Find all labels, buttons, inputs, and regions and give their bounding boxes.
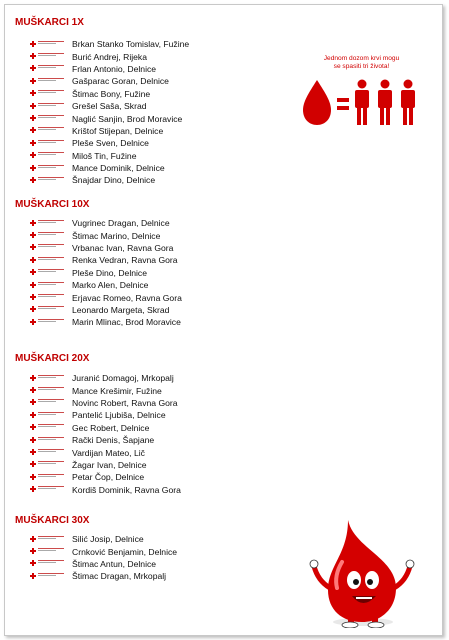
- donor-list: [30, 533, 177, 583]
- red-cross-logo-icon: [30, 473, 68, 482]
- section-title: MUŠKARCI 1X: [15, 17, 84, 28]
- list-item: [30, 372, 181, 384]
- list-item: [30, 217, 182, 229]
- list-item: [30, 242, 182, 254]
- red-cross-logo-icon: [30, 164, 68, 173]
- red-cross-logo-icon: [30, 423, 68, 432]
- list-item: [30, 112, 189, 124]
- donor-name: Petar Čop, Delnice: [72, 472, 145, 483]
- red-cross-logo-icon: [30, 126, 68, 135]
- list-item: [30, 100, 189, 112]
- list-item: [30, 570, 177, 582]
- list-item: [30, 38, 189, 50]
- donor-name: Štimac Marino, Delnice: [72, 230, 161, 241]
- red-cross-logo-icon: [30, 559, 68, 568]
- list-item: [30, 150, 189, 162]
- donor-name: Grešel Saša, Skrad: [72, 101, 147, 112]
- red-cross-logo-icon: [30, 572, 68, 581]
- list-item: [30, 459, 181, 471]
- donor-name: Novinc Robert, Ravna Gora: [72, 397, 178, 408]
- red-cross-logo-icon: [30, 268, 68, 277]
- donor-name: Crnković Benjamin, Delnice: [72, 546, 178, 557]
- red-cross-logo-icon: [30, 139, 68, 148]
- list-item: [30, 471, 181, 483]
- red-cross-logo-icon: [30, 40, 68, 49]
- donor-name: Brkan Stanko Tomislav, Fužine: [72, 39, 190, 50]
- donor-name: Štimac Antun, Delnice: [72, 558, 157, 569]
- list-item: [30, 446, 181, 458]
- list-item: [30, 384, 181, 396]
- red-cross-logo-icon: [30, 52, 68, 61]
- donor-list: [30, 217, 182, 329]
- donor-list: [30, 372, 181, 496]
- red-cross-logo-icon: [30, 256, 68, 265]
- list-item: [30, 125, 189, 137]
- donor-list: [30, 38, 189, 187]
- poster-text-line2: se spasiti tri života!: [333, 63, 390, 70]
- donor-name: Silić Josip, Delnice: [72, 534, 144, 545]
- list-item: [30, 267, 182, 279]
- donor-name: Renka Vedran, Ravna Gora: [72, 255, 178, 266]
- list-item: [30, 558, 177, 570]
- list-item: [30, 397, 181, 409]
- list-item: [30, 229, 182, 241]
- red-cross-logo-icon: [30, 547, 68, 556]
- list-item: [30, 409, 181, 421]
- donor-name: Pleše Dino, Delnice: [72, 267, 147, 278]
- donor-name: Marin Mlinac, Brod Moravice: [72, 317, 181, 328]
- donor-name: Mance Krešimir, Fužine: [72, 385, 162, 396]
- red-cross-logo-icon: [30, 305, 68, 314]
- section-title: MUŠKARCI 20X: [15, 353, 90, 364]
- red-cross-logo-icon: [30, 485, 68, 494]
- red-cross-logo-icon: [30, 448, 68, 457]
- donor-name: Vugrinec Dragan, Delnice: [72, 218, 170, 229]
- donor-name: Štimac Dragan, Mrkopalj: [72, 571, 167, 582]
- red-cross-logo-icon: [30, 411, 68, 420]
- donor-name: Vrbanac Ivan, Ravna Gora: [72, 242, 174, 253]
- red-cross-logo-icon: [30, 102, 68, 111]
- donor-name: Erjavac Romeo, Ravna Gora: [72, 292, 182, 303]
- red-cross-logo-icon: [30, 374, 68, 383]
- red-cross-logo-icon: [30, 386, 68, 395]
- red-cross-logo-icon: [30, 219, 68, 228]
- list-item: [30, 422, 181, 434]
- red-cross-logo-icon: [30, 151, 68, 160]
- red-cross-logo-icon: [30, 281, 68, 290]
- donor-name: Pleše Sven, Delnice: [72, 138, 149, 149]
- red-cross-logo-icon: [30, 535, 68, 544]
- donor-name: Šnajdar Dino, Delnice: [72, 175, 156, 186]
- list-item: [30, 88, 189, 100]
- red-cross-logo-icon: [30, 114, 68, 123]
- donor-name: Štimac Bony, Fužine: [72, 88, 151, 99]
- list-item: [30, 137, 189, 149]
- donor-name: Krištof Stijepan, Delnice: [72, 125, 164, 136]
- donor-name: Mance Dominik, Delnice: [72, 163, 165, 174]
- donor-name: Rački Denis, Šapjane: [72, 435, 155, 446]
- red-cross-logo-icon: [30, 243, 68, 252]
- list-item: [30, 162, 189, 174]
- donor-name: Frlan Antonio, Delnice: [72, 63, 157, 74]
- donor-name: Kordiš Dominik, Ravna Gora: [72, 484, 181, 495]
- donor-name: Gašparac Goran, Delnice: [72, 76, 169, 87]
- list-item: [30, 63, 189, 75]
- blood-donation-poster: [299, 52, 424, 132]
- list-item: [30, 75, 189, 87]
- list-item: [30, 434, 181, 446]
- donor-name: Burić Andrej, Rijeka: [72, 51, 147, 62]
- donor-name: Marko Alen, Delnice: [72, 280, 149, 291]
- donor-name: Gec Robert, Delnice: [72, 422, 150, 433]
- donor-name: Naglić Sanjin, Brod Moravice: [72, 113, 183, 124]
- donor-name: Leonardo Margeta, Skrad: [72, 304, 170, 315]
- donor-name: Vardijan Mateo, Lič: [72, 447, 145, 458]
- section-title: MUŠKARCI 10X: [15, 199, 90, 210]
- donor-name: Pantelić Ljubiša, Delnice: [72, 410, 166, 421]
- list-item: [30, 304, 182, 316]
- list-item: [30, 545, 177, 557]
- poster-text-line1: Jednom dozom krvi mogu: [323, 55, 400, 62]
- red-cross-logo-icon: [30, 231, 68, 240]
- list-item: [30, 316, 182, 328]
- donor-name: Miloš Tin, Fužine: [72, 150, 137, 161]
- donor-name: Žagar Ivan, Delnice: [72, 459, 147, 470]
- list-item: [30, 50, 189, 62]
- list-item: [30, 254, 182, 266]
- red-cross-logo-icon: [30, 398, 68, 407]
- section-title: MUŠKARCI 30X: [15, 515, 90, 526]
- blood-drop-equals-three-people-icon: [299, 52, 424, 132]
- red-cross-logo-icon: [30, 293, 68, 302]
- red-cross-logo-icon: [30, 64, 68, 73]
- red-cross-logo-icon: [30, 77, 68, 86]
- blood-drop-mascot-icon: [308, 518, 418, 628]
- list-item: [30, 291, 182, 303]
- list-item: [30, 279, 182, 291]
- red-cross-logo-icon: [30, 460, 68, 469]
- list-item: [30, 484, 181, 496]
- red-cross-logo-icon: [30, 176, 68, 185]
- red-cross-logo-icon: [30, 89, 68, 98]
- red-cross-logo-icon: [30, 436, 68, 445]
- donor-name: Juranić Domagoj, Mrkopalj: [72, 373, 174, 384]
- list-item: [30, 174, 189, 186]
- red-cross-logo-icon: [30, 318, 68, 327]
- list-item: [30, 533, 177, 545]
